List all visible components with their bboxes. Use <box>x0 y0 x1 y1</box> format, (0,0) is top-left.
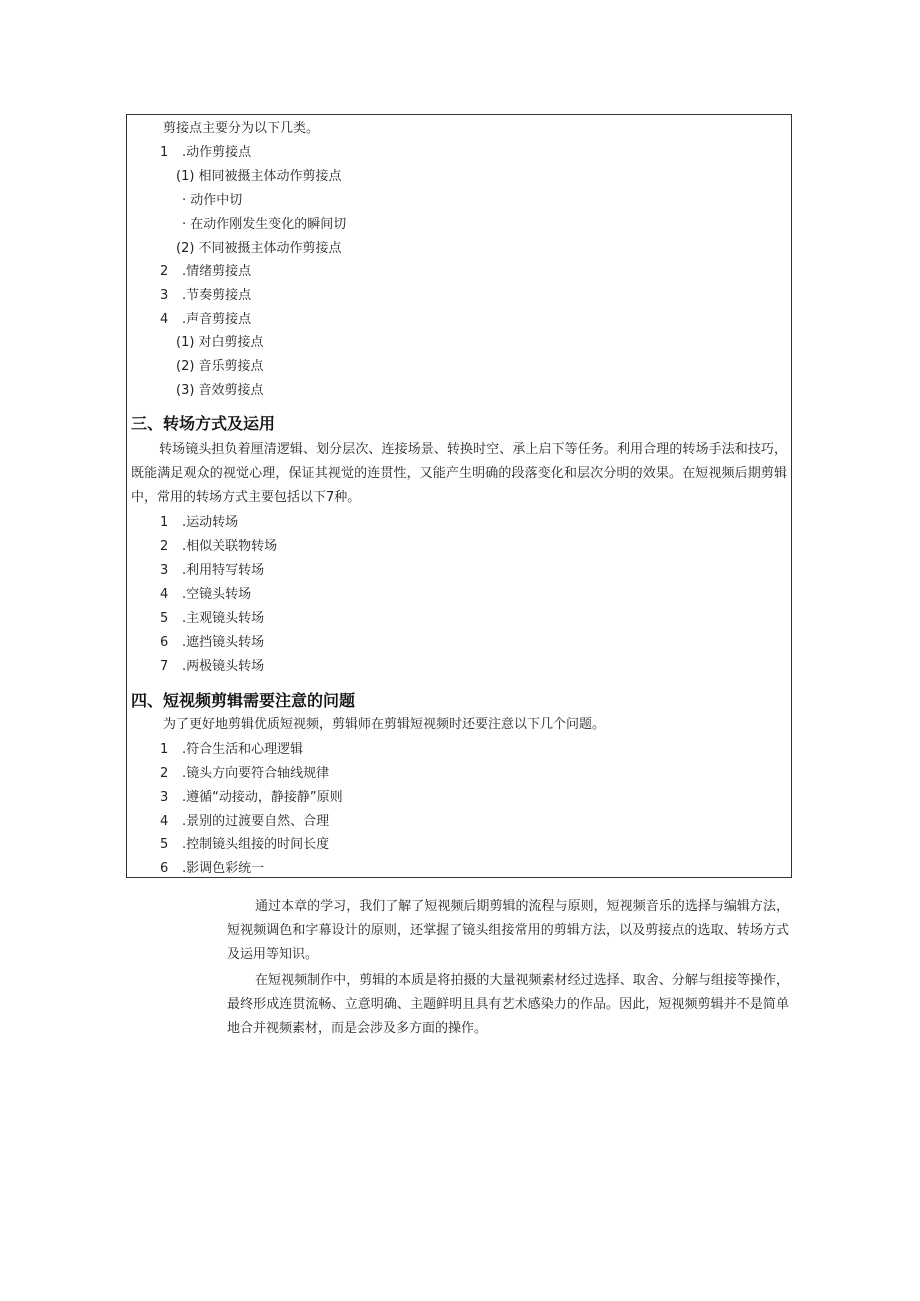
list-item: 7 .两极镜头转场 <box>160 659 265 674</box>
list-item: 2 .相似关联物转场 <box>160 539 278 554</box>
list-item: · 在动作刚发生变化的瞬间切 <box>182 217 347 232</box>
list-item: 5 .控制镜头组接的时间长度 <box>160 837 330 852</box>
list-item: 1 .符合生活和心理逻辑 <box>160 742 304 757</box>
list-item: 2 .镜头方向要符合轴线规律 <box>160 766 330 781</box>
list-item: 4 .声音剪接点 <box>160 312 252 327</box>
intro-text: 剪接点主要分为以下几类。 <box>163 121 320 136</box>
summary-paragraph-1: 通过本章的学习，我们了解了短视频后期剪辑的流程与原则，短视频音乐的选择与编辑方法，短视频调色和字幕设计的原则，还掌握了镜头组接常用的剪辑方法，以及剪接点的选取、转场方式及运用等知识。 <box>227 899 789 962</box>
list-item: 1 .动作剪接点 <box>160 145 252 160</box>
list-item: 4 .景别的过渡要自然、合理 <box>160 814 330 829</box>
list-item: 1 .运动转场 <box>160 515 239 530</box>
list-item: 6 .影调色彩统一 <box>160 861 265 876</box>
list-item: (1) 相同被摄主体动作剪接点 <box>176 169 342 184</box>
section-4-paragraph: 为了更好地剪辑优质短视频，剪辑师在剪辑短视频时还要注意以下几个问题。 <box>163 717 606 732</box>
list-item: (2) 不同被摄主体动作剪接点 <box>176 241 342 256</box>
section-heading-4: 四、短视频剪辑需要注意的问题 <box>131 691 356 710</box>
list-item: 5 .主观镜头转场 <box>160 611 265 626</box>
list-item: (3) 音效剪接点 <box>176 383 264 398</box>
section-3-paragraph: 转场镜头担负着厘清逻辑、划分层次、连接场景、转换时空、承上启下等任务。利用合理的转场手法和技巧，既能满足观众的视觉心理，保证其视觉的连贯性，又能产生明确的段落变化和层次分明的效果。在短视频后期剪辑中，常用的转场方式主要包括以下7种。 <box>131 442 787 505</box>
list-item: (1) 对白剪接点 <box>176 335 264 350</box>
list-item: 6 .遮挡镜头转场 <box>160 635 265 650</box>
list-item: (2) 音乐剪接点 <box>176 359 264 374</box>
list-item: 3 .利用特写转场 <box>160 563 265 578</box>
list-item: 2 .情绪剪接点 <box>160 264 252 279</box>
list-item: 4 .空镜头转场 <box>160 587 252 602</box>
section-heading-3: 三、转场方式及运用 <box>131 414 276 433</box>
list-item: 3 .遵循“动接动，静接静”原则 <box>160 790 343 805</box>
list-item: 3 .节奏剪接点 <box>160 288 252 303</box>
list-item: · 动作中切 <box>182 193 243 208</box>
summary-paragraph-2: 在短视频制作中，剪辑的本质是将拍摄的大量视频素材经过选择、取舍、分解与组接等操作，最终形成连贯流畅、立意明确、主题鲜明且具有艺术感染力的作品。因此，短视频剪辑并不是简单地合并视频素材，而是会涉及多方面的操作。 <box>227 973 789 1036</box>
